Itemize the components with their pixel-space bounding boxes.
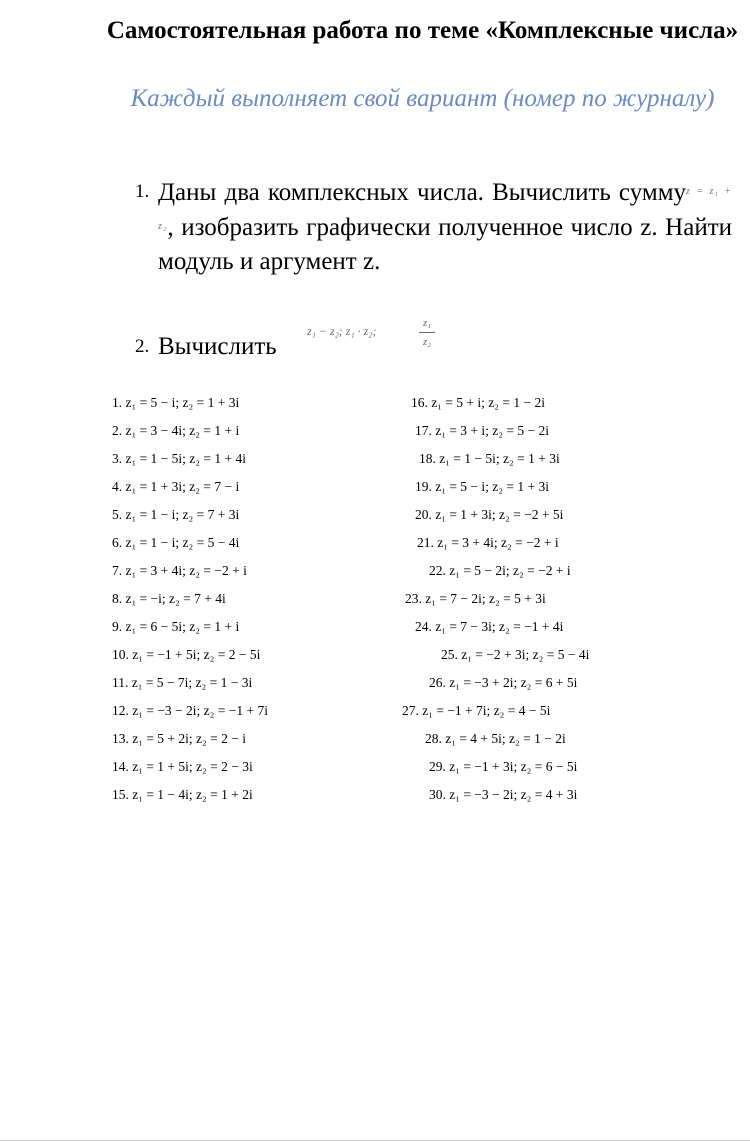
page-bottom-divider [0, 1140, 750, 1141]
task-1 [158, 175, 732, 279]
variant-16: 16. z₁ = 5 + i; z₂ = 1 − 2i [411, 395, 545, 410]
variant-3: 3. z₁ = 1 − 5i; z₂ = 1 + 4i [112, 451, 246, 466]
variant-15: 15. z₁ = 1 − 4i; z₂ = 1 + 2i [112, 787, 253, 802]
variant-14: 14. z₁ = 1 + 5i; z₂ = 2 − 3i [112, 759, 253, 774]
variant-5: 5. z₁ = 1 − i; z₂ = 7 + 3i [112, 507, 240, 522]
variant-20: 20. z₁ = 1 + 3i; z₂ = −2 + 5i [415, 507, 564, 522]
variant-26: 26. z₁ = −3 + 2i; z₂ = 6 + 5i [429, 675, 578, 690]
variant-27: 27. z₁ = −1 + 7i; z₂ = 4 − 5i [402, 703, 551, 718]
variant-9: 9. z₁ = 6 − 5i; z₂ = 1 + i [112, 619, 240, 634]
variant-10: 10. z₁ = −1 + 5i; z₂ = 2 − 5i [112, 647, 261, 662]
variant-2: 2. z₁ = 3 − 4i; z₂ = 1 + i [112, 423, 240, 438]
variant-18: 18. z₁ = 1 − 5i; z₂ = 1 + 3i [419, 451, 560, 466]
page-title: Самостоятельная работа по теме «Комплексные числа» [106, 17, 739, 44]
variant-24: 24. z₁ = 7 − 3i; z₂ = −1 + 4i [415, 619, 564, 634]
task-2-fraction [419, 316, 435, 349]
variant-25: 25. z₁ = −2 + 3i; z₂ = 5 − 4i [441, 647, 590, 662]
variant-12: 12. z₁ = −3 − 2i; z₂ = −1 + 7i [112, 703, 268, 718]
task-1-text-before: Даны два комплексных числа. Вычислить сумму [158, 179, 687, 206]
fraction-denominator: z₂ [422, 336, 432, 348]
variant-21: 21. z₁ = 3 + 4i; z₂ = −2 + i [417, 535, 559, 550]
task-2-number: 2. [135, 336, 150, 357]
task-2-text: Вычислить [158, 333, 277, 360]
task-1-sum-formula: z = z₁ + z₂ [158, 186, 732, 232]
variant-19: 19. z₁ = 5 − i; z₂ = 1 + 3i [415, 479, 549, 494]
variant-8: 8. z₁ = −i; z₂ = 7 + 4i [112, 591, 226, 606]
variant-22: 22. z₁ = 5 − 2i; z₂ = −2 + i [429, 563, 571, 578]
fraction-bar [419, 332, 435, 333]
page-subtitle: Каждый выполняет свой вариант (номер по журналу) [130, 85, 715, 112]
variant-29: 29. z₁ = −1 + 3i; z₂ = 6 − 5i [429, 759, 578, 774]
task-1-number: 1. [135, 181, 150, 202]
variant-11: 11. z₁ = 5 − 7i; z₂ = 1 − 3i [112, 675, 253, 690]
variant-13: 13. z₁ = 5 + 2i; z₂ = 2 − i [112, 731, 246, 746]
variant-28: 28. z₁ = 4 + 5i; z₂ = 1 − 2i [425, 731, 566, 746]
task-2-operations: z₁ − z₂; z₁ · z₂; [307, 324, 377, 338]
task-1-text-after: , изобразить графически полученное число z. Найти модуль и аргумент z. [158, 214, 732, 275]
variant-1: 1. z₁ = 5 − i; z₂ = 1 + 3i [112, 395, 240, 410]
fraction-numerator: z₁ [422, 317, 432, 329]
variant-30: 30. z₁ = −3 − 2i; z₂ = 4 + 3i [429, 787, 578, 802]
variant-17: 17. z₁ = 3 + i; z₂ = 5 − 2i [415, 423, 549, 438]
variant-23: 23. z₁ = 7 − 2i; z₂ = 5 + 3i [405, 591, 546, 606]
variant-7: 7. z₁ = 3 + 4i; z₂ = −2 + i [112, 563, 247, 578]
variant-4: 4. z₁ = 1 + 3i; z₂ = 7 − i [112, 479, 240, 494]
variant-6: 6. z₁ = 1 − i; z₂ = 5 − 4i [112, 535, 240, 550]
